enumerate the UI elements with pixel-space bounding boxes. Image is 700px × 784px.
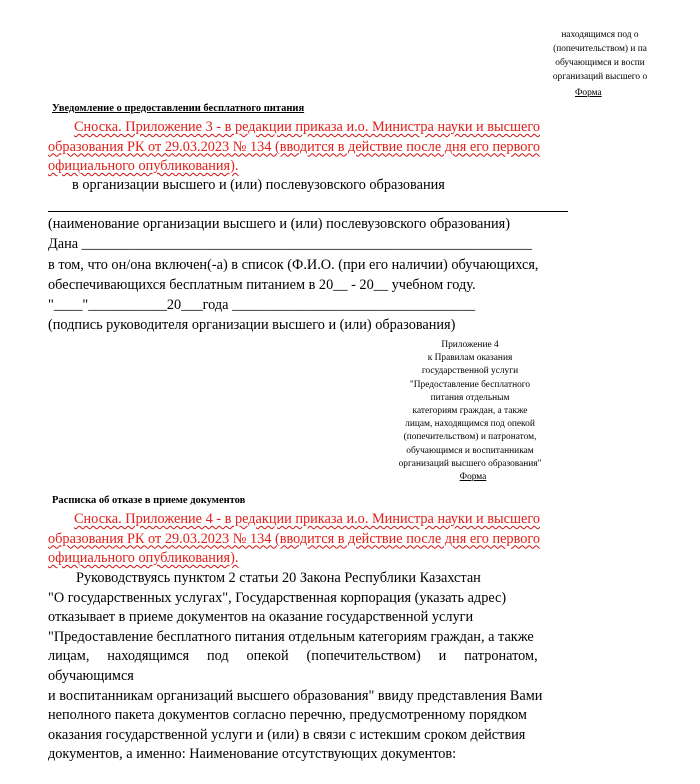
appendix-line: категориям граждан, а также: [412, 406, 528, 417]
body-line: оказания государственной услуги и (или) в связи с истекшим сроком действия: [48, 726, 526, 743]
body-line: "О государственных услугах", Государственная корпорация (указать адрес): [48, 589, 507, 606]
body-line: Руководствуясь пунктом 2 статьи 20 Закона Республики Казахстан: [76, 570, 481, 586]
body-line: неполного пакета документов согласно перечню, предусмотренному порядком: [48, 707, 527, 724]
appendix-line: (попечительством) и па: [553, 44, 647, 54]
notice-footnote[interactable]: [48, 118, 570, 177]
appendix-line: организаций высшего о: [552, 72, 648, 82]
footnote-line[interactable]: образования РК от 29.03.2023 № 134 (вводится в действие после дня его первого: [48, 138, 541, 155]
refusal-heading: Расписка об отказе в приеме документов: [52, 495, 246, 506]
body-line: "Предоставление бесплатного питания отдельным категориям граждан, а также: [48, 628, 534, 645]
body-line: отказывает в приеме документов на оказание государственной услуги: [48, 609, 474, 626]
refusal-footnote[interactable]: [48, 510, 570, 569]
notice-year-line: обеспечивающихся бесплатным питанием в 20__ - 20__ учебном году.: [48, 277, 476, 293]
appendix-line: организаций высшего образования": [398, 458, 542, 469]
refusal-body: [48, 569, 570, 765]
top-right-appendix-fragment: [500, 28, 700, 84]
notice-included-line: в том, что он/она включен(-а) в список (Ф.И.О. (при его наличии) обучающихся,: [48, 257, 539, 273]
footnote-line[interactable]: Сноска. Приложение 3 - в редакции приказа и.о. Министра науки и высшего: [74, 119, 540, 135]
body-line: и воспитанникам организаций высшего образования" ввиду представления Вами: [48, 687, 543, 704]
appendix-line: обучающимся и воспитанникам: [406, 445, 534, 456]
appendix-line: Приложение 4: [441, 340, 499, 350]
notice-heading: Уведомление о предоставлении бесплатного питания: [52, 103, 305, 114]
appendix-line: государственной услуги: [421, 366, 519, 377]
appendix-line: к Правилам оказания: [427, 353, 513, 364]
body-line: лицам, находящимся под опекой (попечительством) и патронатом,: [48, 648, 538, 665]
blank-line: [48, 211, 568, 212]
form-label: Форма: [459, 472, 487, 483]
body-line: документов, а именно: Наименование отсутствующих документов:: [48, 746, 457, 763]
body-line: обучающимся: [48, 667, 134, 684]
appendix-line: "Предоставление бесплатного: [409, 379, 531, 390]
appendix-line: (попечительством) и патронатом,: [403, 432, 537, 443]
footnote-line[interactable]: образования РК от 29.03.2023 № 134 (вводится в действие после дня его первого: [48, 530, 541, 547]
notice-signature-caption: (подпись руководителя организации высшего и (или) образования): [48, 317, 456, 333]
notice-date-signature-line: "____"___________20___года __________________________________: [48, 297, 476, 313]
notice-org-caption: (наименование организации высшего и (или) послевузовского образования): [48, 216, 510, 232]
notice-issued-to: Дана _______________________________________________________________: [48, 236, 533, 252]
appendix-line: питания отдельным: [430, 392, 510, 403]
notice-org-line: в организации высшего и (или) послевузовского образования: [72, 177, 445, 193]
appendix-line: лицам, находящимся под опекой: [405, 419, 535, 430]
footnote-line[interactable]: Сноска. Приложение 4 - в редакции приказа и.о. Министра науки и высшего: [74, 511, 540, 527]
footnote-line[interactable]: официального опубликования).: [48, 550, 239, 567]
form-label-top: Форма: [575, 88, 602, 98]
appendix-4-header: [375, 339, 565, 484]
appendix-line: обучающимся и воспи: [555, 58, 645, 68]
appendix-line: находящимся под о: [561, 30, 639, 40]
footnote-line[interactable]: официального опубликования).: [48, 158, 239, 175]
